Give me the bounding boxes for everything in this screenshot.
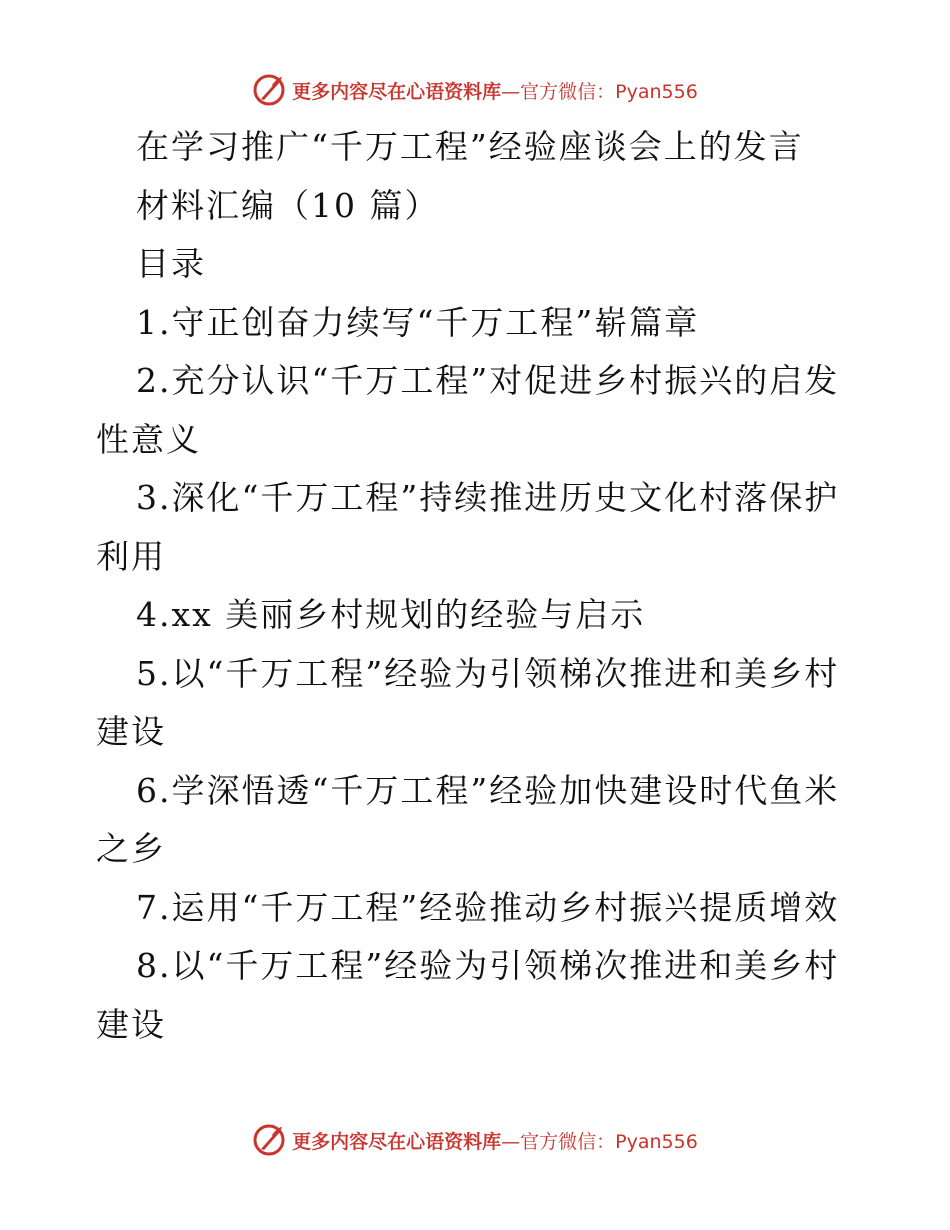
watermark-contact: 官方微信：Pyan556 [520,80,698,103]
watermark-contact: 官方微信：Pyan556 [520,1130,698,1153]
toc-heading: 目录 [136,244,206,283]
toc-item-7: 7.运用“千万工程”经验推动乡村振兴提质增效 [136,887,840,927]
toc-item-1: 1.守正创奋力续写“千万工程”崭篇章 [136,302,700,342]
toc-item-5: 5.以“千万工程”经验为引领梯次推进和美乡村建设 [96,653,840,751]
document-body [96,118,856,1054]
toc-item-3: 3.深化“千万工程”持续推进历史文化村落保护利用 [96,478,840,576]
toc-item-8: 8.以“千万工程”经验为引领梯次推进和美乡村建设 [96,946,840,1044]
watermark-brand: 更多内容尽在心语资料库 [292,80,502,103]
watermark-dash: — [501,80,521,103]
quill-logo-icon [252,73,286,107]
toc-item-4: 4.xx 美丽乡村规划的经验与启示 [136,595,646,634]
toc-item-2: 2.充分认识“千万工程”对促进乡村振兴的启发性意义 [96,361,840,459]
watermark-group-footer [252,1123,698,1157]
quill-logo-icon [252,1123,286,1157]
toc-item-6: 6.学深悟透“千万工程”经验加快建设时代鱼米之乡 [96,770,840,868]
watermark-group [252,73,698,107]
header-watermark [0,70,950,110]
watermark-dash: — [501,1130,521,1153]
document-title-line-2: 材料汇编（10 篇） [136,185,440,225]
watermark-text [292,1127,698,1154]
watermark-text [292,77,698,104]
footer-watermark [0,1120,950,1160]
watermark-brand: 更多内容尽在心语资料库 [292,1130,502,1153]
document-title-line-1: 在学习推广“千万工程”经验座谈会上的发言 [136,127,804,166]
